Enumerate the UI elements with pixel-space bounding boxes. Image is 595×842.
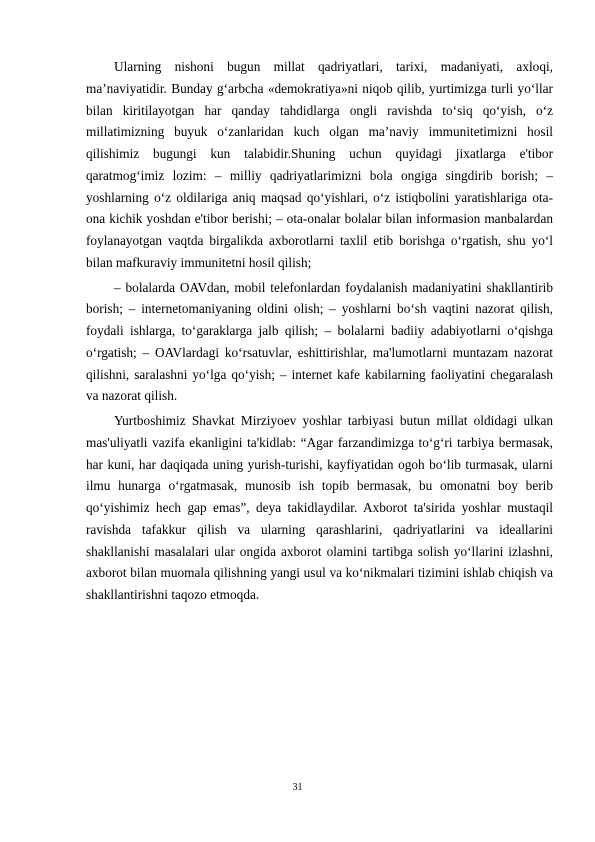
document-body — [86, 56, 553, 609]
page-number: 31 — [292, 782, 303, 793]
paragraph-1: Ularning nishoni bugun millat qadriyatlari, tarixi, madaniyati, axloqi, ma’naviyatidir. Bunday g‘arbcha «demokratiya»ni niqob qilib, yurtimizga turli yo‘llar bilan kiritilayotgan har qanday tahdidlarga ongli ravishda to‘siq qo‘yish, o‘z millatimizning buyuk o‘zanlaridan kuch olgan ma’naviy immunitetimizni hosil qilishimiz bugungi kun talabidir.Shuning uchun quyidagi jixatlarga e'tibor qaratmog‘imiz lozim: – milliy qadriyatlarimizni bola ongiga singdirib borish; – yoshlarning o‘z oldilariga aniq maqsad qo‘yishlari, o‘z istiqbolini yaratishlariga ota-ona kichik yoshdan e'tibor berishi; – ota-onalar bolalar bilan informasion manbalardan foylanayotgan vaqtda birgalikda axborotlarni taxlil etib borishga o‘rgatish, shu yo‘l bilan mafkuraviy immunitetni hosil qilish; — [86, 59, 553, 270]
paragraph-3: Yurtboshimiz Shavkat Mirziyoev yoshlar tarbiyasi butun millat oldidagi ulkan mas'uliyatli vazifa ekanligini ta'kidlab: “Agar farzandimizga to‘g‘ri tarbiya bermasak, har kuni, har daqiqada uning yurish-turishi, kayfiyatidan ogoh bo‘lib turmasak, ularni ilmu hunarga o‘rgatmasak, munosib ish topib bermasak, bu omonatni boy berib qo‘yishimiz hech gap emas”, deya takidlaydilar. Axborot ta'sirida yoshlar mustaqil ravishda tafakkur qilish va ularning qarashlarini, qadriyatlarini va ideallarini shakllanishi masalalari ular ongida axborot olamini tartibga solish yo‘llarini izlashni, axborot bilan muomala qilishning yangi usul va ko‘nikmalari tizimini ishlab chiqish va shakllantirishni taqozo etmoqda. — [86, 413, 553, 602]
paragraph-2: – bolalarda OAVdan, mobil telefonlardan foydalanish madaniyatini shakllantirib borish; – internetomaniyaning oldini olish; – yoshlarni bo‘sh vaqtini nazorat qilish, foydali ishlarga, to‘garaklarga jalb qilish; – bolalarni badiiy adabiyotlarni o‘qishga o‘rgatish; – OAVlardagi ko‘rsatuvlar, eshittirishlar, ma'lumotlarni muntazam nazorat qilishni, saralashni yo‘lga qo‘yish; – internet kafe kabilarning faoliyatini chegaralash va nazorat qilish. — [86, 279, 553, 404]
